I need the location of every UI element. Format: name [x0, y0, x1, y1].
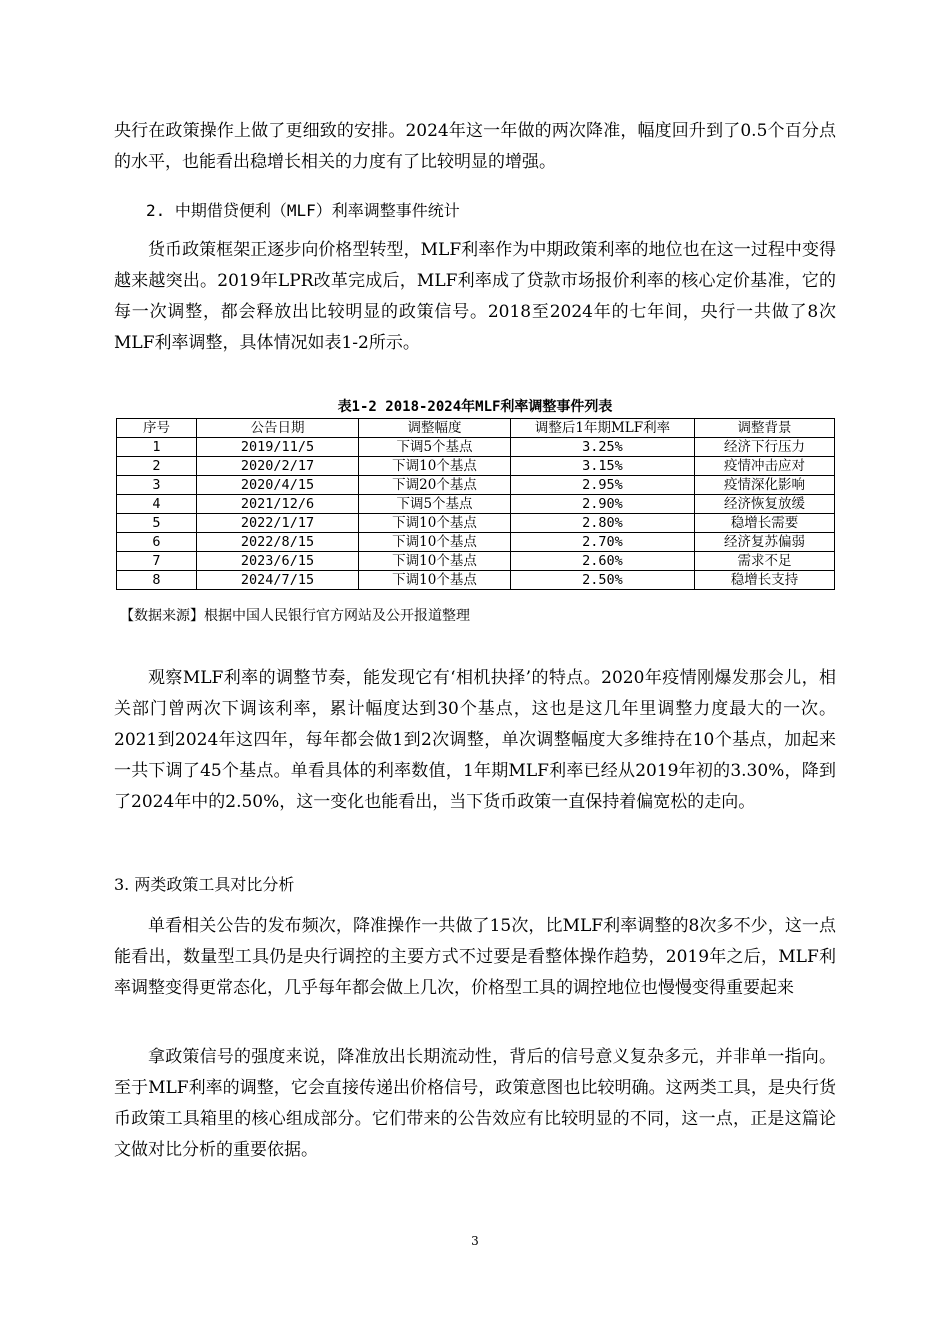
cell-date: 2022/1/17 — [197, 514, 359, 533]
cell-change: 下调5个基点 — [359, 438, 511, 457]
header-background: 调整背景 — [695, 419, 835, 438]
table-row — [117, 514, 835, 533]
cell-background: 稳增长需要 — [695, 514, 835, 533]
table-row — [117, 438, 835, 457]
cell-rate: 2.90% — [511, 495, 695, 514]
mlf-adjustment-table — [116, 418, 835, 590]
cell-index: 8 — [117, 571, 197, 590]
table-header-row — [117, 419, 835, 438]
cell-background: 疫情冲击应对 — [695, 457, 835, 476]
cell-date: 2020/2/17 — [197, 457, 359, 476]
comparison-paragraph-2: 拿政策信号的强度来说，降准放出长期流动性，背后的信号意义复杂多元，并非单一指向。至于MLF利率的调整，它会直接传递出价格信号，政策意图也比较明确。这两类工具，是央行货币政策工具箱里的核心组成部分。它们带来的公告效应有比较明显的不同，这一点，正是这篇论文做对比分析的重要依据。 — [114, 1047, 836, 1160]
header-date: 公告日期 — [197, 419, 359, 438]
cell-background: 经济恢复放缓 — [695, 495, 835, 514]
cell-background: 需求不足 — [695, 552, 835, 571]
cell-index: 1 — [117, 438, 197, 457]
header-change: 调整幅度 — [359, 419, 511, 438]
cell-rate: 2.50% — [511, 571, 695, 590]
page-number: 3 — [471, 1234, 479, 1248]
cell-index: 5 — [117, 514, 197, 533]
cell-rate: 3.25% — [511, 438, 695, 457]
cell-background: 稳增长支持 — [695, 571, 835, 590]
cell-change: 下调10个基点 — [359, 533, 511, 552]
cell-rate: 3.15% — [511, 457, 695, 476]
cell-change: 下调5个基点 — [359, 495, 511, 514]
cell-index: 3 — [117, 476, 197, 495]
mlf-intro-paragraph: 货币政策框架正逐步向价格型转型，MLF利率作为中期政策利率的地位也在这一过程中变得越来越突出。2019年LPR改革完成后，MLF利率成了贷款市场报价利率的核心定价基准，它的每一次调整，都会释放出比较明显的政策信号。2018至2024年的七年间，央行一共做了8次MLF利率调整，具体情况如表1-2所示。 — [114, 240, 836, 353]
intro-paragraph: 央行在政策操作上做了更细致的安排。2024年这一年做的两次降准，幅度回升到了0.5个百分点的水平，也能看出稳增长相关的力度有了比较明显的增强。 — [114, 121, 836, 172]
cell-change: 下调10个基点 — [359, 514, 511, 533]
table-row — [117, 457, 835, 476]
cell-change: 下调20个基点 — [359, 476, 511, 495]
table-row — [117, 495, 835, 514]
cell-date: 2021/12/6 — [197, 495, 359, 514]
table-source-note: 【数据来源】根据中国人民银行官方网站及公开报道整理 — [120, 608, 470, 624]
cell-rate: 2.95% — [511, 476, 695, 495]
cell-background: 疫情深化影响 — [695, 476, 835, 495]
header-rate: 调整后1年期MLF利率 — [511, 419, 695, 438]
cell-date: 2023/6/15 — [197, 552, 359, 571]
table-row — [117, 571, 835, 590]
table-title: 表1-2 2018-2024年MLF利率调整事件列表 — [337, 399, 613, 415]
cell-index: 7 — [117, 552, 197, 571]
header-index: 序号 — [117, 419, 197, 438]
table-row — [117, 533, 835, 552]
cell-rate: 2.70% — [511, 533, 695, 552]
cell-change: 下调10个基点 — [359, 571, 511, 590]
section-heading-3: 3. 两类政策工具对比分析 — [114, 875, 295, 894]
table-row — [117, 552, 835, 571]
cell-index: 2 — [117, 457, 197, 476]
cell-index: 4 — [117, 495, 197, 514]
observation-paragraph: 观察MLF利率的调整节奏，能发现它有‘相机抉择’的特点。2020年疫情刚爆发那会儿，相关部门曾两次下调该利率，累计幅度达到30个基点，这也是这几年里调整力度最大的一次。2021到2024年这四年，每年都会做1到2次调整，单次调整幅度大多维持在10个基点，加起来一共下调了45个基点。单看具体的利率数值，1年期MLF利率已经从2019年初的3.30%，降到了2024年中的2.50%，这一变化也能看出，当下货币政策一直保持着偏宽松的走向。 — [114, 668, 836, 812]
table-row — [117, 476, 835, 495]
cell-index: 6 — [117, 533, 197, 552]
cell-date: 2020/4/15 — [197, 476, 359, 495]
cell-date: 2019/11/5 — [197, 438, 359, 457]
cell-change: 下调10个基点 — [359, 552, 511, 571]
cell-date: 2024/7/15 — [197, 571, 359, 590]
cell-rate: 2.80% — [511, 514, 695, 533]
cell-rate: 2.60% — [511, 552, 695, 571]
section-heading-2: 2. 中期借贷便利（MLF）利率调整事件统计 — [146, 201, 460, 220]
comparison-paragraph-1: 单看相关公告的发布频次，降准操作一共做了15次，比MLF利率调整的8次多不少，这一点能看出，数量型工具仍是央行调控的主要方式不过要是看整体操作趋势，2019年之后，MLF利率调整变得更常态化，几乎每年都会做上几次，价格型工具的调控地位也慢慢变得重要起来 — [114, 916, 836, 998]
cell-date: 2022/8/15 — [197, 533, 359, 552]
cell-change: 下调10个基点 — [359, 457, 511, 476]
cell-background: 经济复苏偏弱 — [695, 533, 835, 552]
cell-background: 经济下行压力 — [695, 438, 835, 457]
